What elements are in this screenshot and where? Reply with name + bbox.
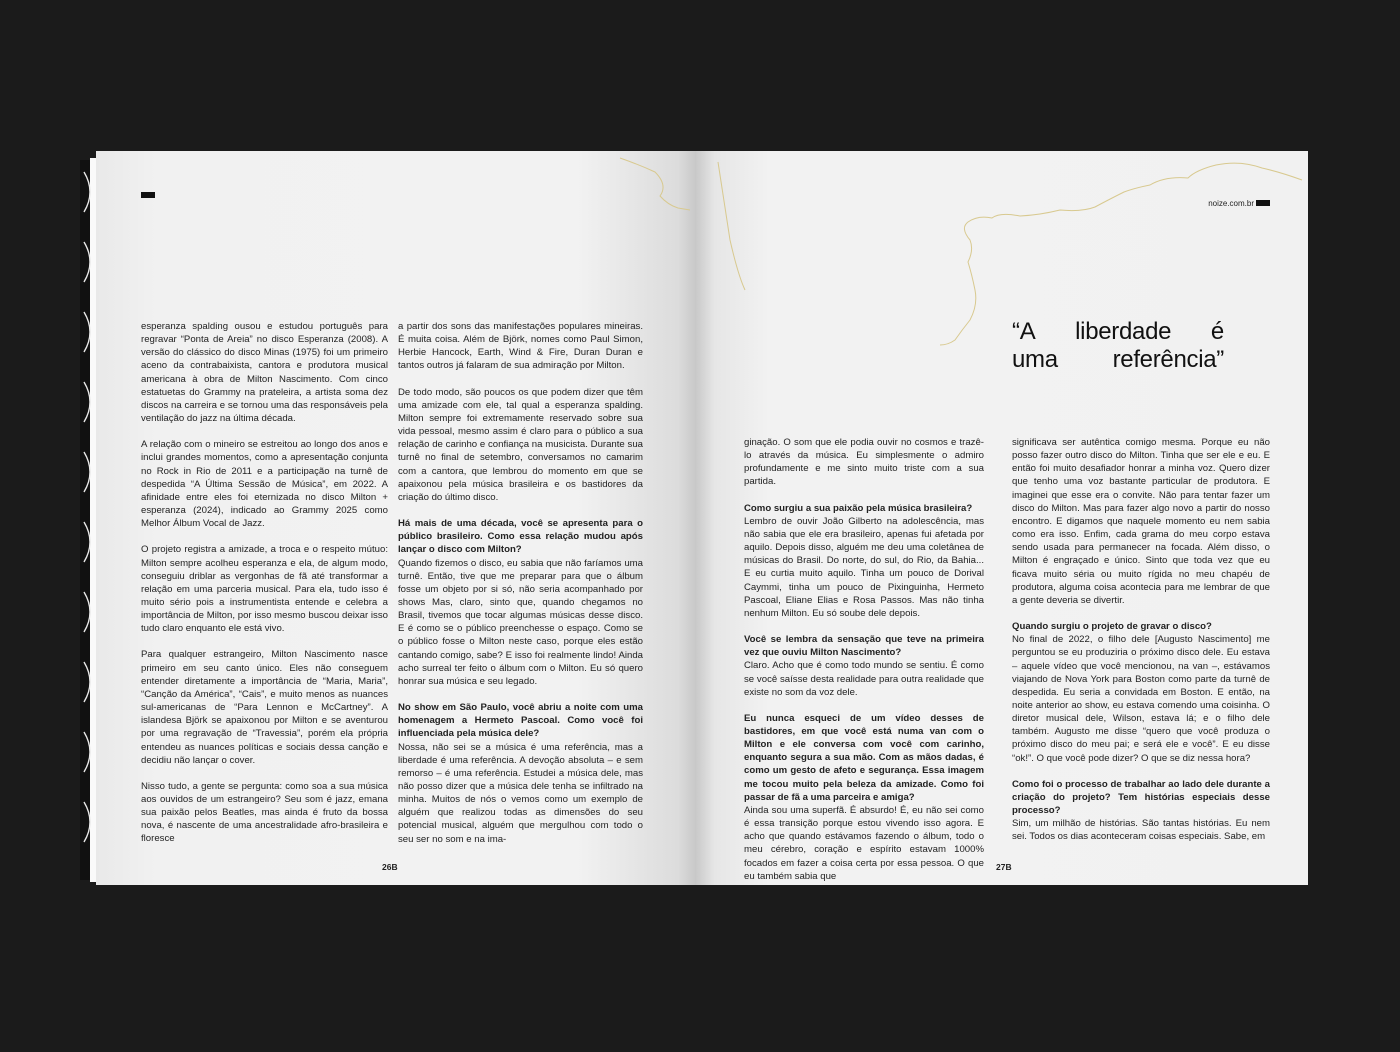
paragraph: O projeto registra a amizade, a troca e o respeito mútuo: Milton sempre acolheu esperanza e ela, de algum modo, conseguiu driblar as vergonhas de fã até transformar a relação em uma parceria musical. Para ela, tudo isso é muito sério pois a instrumentista entende e celebra a importância de Milton, por isso mesmo buscou deixar isso tudo claro enquanto ele está vivo. xyxy=(141,544,388,635)
paragraph: Nisso tudo, a gente se pergunta: como soa a sua música aos ouvidos de um estrangeiro? Seu som é jazz, emana sua paixão pelos Beatles, mas ainda é fruto da bossa nova, é nascente de uma ancestralidade afro-brasileira e floresce xyxy=(141,780,388,845)
site-url: noize.com.br xyxy=(1208,199,1254,208)
pull-quote-word: “A xyxy=(1012,318,1036,345)
section-marker xyxy=(141,192,155,198)
interview-answer: Claro. Acho que é como todo mundo se sentiu. É como se você saísse desta realidade para outra realidade que existe no som da voz dele. xyxy=(744,660,984,698)
interview-question: Há mais de uma década, você se apresenta para o público brasileiro. Como essa relação mudou após lançar o disco com Milton? xyxy=(398,518,643,556)
pull-quote xyxy=(1012,318,1224,374)
interview-answer: significava ser autêntica comigo mesma. Porque eu não posso fazer outro disco do Milton. Tinha que ser ele e eu. E então foi muito desafiador honrar a minha voz. Quero dizer que tenho uma voz bastante particular de produtora. E imaginei que esse era o convite. Não para tentar fazer um disco do Milton. Mas para fazer algo novo a partir do nosso encontro. E digamos que naquele momento eu nem sabia como era isso. Enfim, cada grama do meu corpo estava sendo usada para permanecer na focada. Além disso, o Milton é engraçado e único. Sinto que toda vez que eu ficava muito séria ou muito rígida no meu chapéu de produtora, alguma coisa acontecia para me lembrar de que a gente deveria se divertir. xyxy=(1012,437,1270,606)
interview-question: Como surgiu a sua paixão pela música brasileira? xyxy=(744,502,973,514)
pull-quote-word: referência” xyxy=(1112,346,1224,373)
interview-question: Você se lembra da sensação que teve na primeira vez que ouviu Milton Nascimento? xyxy=(744,634,984,659)
paragraph: a partir dos sons das manifestações populares mineiras. É muita coisa. Além de Björk, nomes como Paul Simon, Herbie Hancock, Earth, Wind & Fire, Duran Duran e tantos outros já falaram de sua admiração por Milton. xyxy=(398,321,643,372)
interview-answer: ginação. O som que ele podia ouvir no cosmos e trazê-lo através da música. Eu simplesmente o admiro profundamente e me sinto muito triste com a sua partida. xyxy=(744,437,984,488)
interview-question: No show em São Paulo, você abriu a noite com uma homenagem a Hermeto Pascoal. Como você foi influenciada pela música dele? xyxy=(398,702,643,740)
left-column-2 xyxy=(398,320,643,859)
interview-answer: Sim, um milhão de histórias. São tantas histórias. Eu nem sei. Todos os dias aconteceram coisas especiais. Sabe, em xyxy=(1012,818,1270,843)
right-column-1 xyxy=(744,436,984,896)
page-number-right: 27B xyxy=(996,862,1012,872)
paragraph: Para qualquer estrangeiro, Milton Nascimento nasce primeiro em seu canto único. Eles não conseguem entender diretamente a importância de “Maria, Maria”, “Canção da América”, “Cais”, e muito menos as nuances sul-americanas de “Para Lennon e McCartney”. A islandesa Björk se apaixonou por Milton e se aventurou por uma regravação de “Travessia”, porém ela própria entendeu as nuances políticas e sociais dessa canção e decidiu não lançar o cover. xyxy=(141,649,388,766)
interview-question: Eu nunca esqueci de um vídeo desses de bastidores, em que você está numa van com o Milton e ele conversa com você com carinho, enquanto segura a sua mão. Com as mãos dadas, é como um gesto de afeto e segurança. Essa imagem me tocou muito pela beleza da amizade. Como foi passar de fã a uma parceira e amiga? xyxy=(744,712,984,803)
left-column-1 xyxy=(141,320,388,859)
interview-answer: Ainda sou uma superfã. É absurdo! É, eu não sei como é essa transição porque estou vivendo isso agora. E acho que quando estávamos fazendo o álbum, todo o meu cérebro, coração e espírito estavam 1000% focados em fazer a coisa certa por essa pessoa. O que eu também sabia que xyxy=(744,804,984,882)
interview-answer: Lembro de ouvir João Gilberto na adolescência, mas não sabia que ele era brasileiro, apenas fui afetada por aquilo. Depois disso, alguém me deu uma coletânea de músicas do Brasil. Do norte, do sul, do Rio, da Bahia... E eu curtia muito aquilo. Tinha um pouco de Dorival Caymmi, tinha um pouco de Pixinguinha, Hermeto Pascoal, Eliane Elias e Rosa Passos. Mas não tinha nenhum Milton. Eu só soube dele depois. xyxy=(744,515,984,619)
pull-quote-word: liberdade xyxy=(1075,318,1172,345)
interview-question: Como foi o processo de trabalhar ao lado dele durante a criação do projeto? Tem histórias especiais desse processo? xyxy=(1012,778,1270,817)
interview-answer: Quando fizemos o disco, eu sabia que não faríamos uma turnê. Então, tive que me preparar para que o álbum fosse um objeto por si só, não seria acompanhado por shows Mas, claro, sinto que, quando chegamos no Brasil, tivemos que tocar algumas músicas desse disco. E é como se o público preenchesse o espaço. Como se o público fosse o Milton neste caso, porque eles estão cantando comigo, sabe? E isso foi realmente lindo! Ainda acho surreal ter feito o álbum com o Milton. Eu só quero honrar sua música e seu legado. xyxy=(398,557,643,687)
pull-quote-word: uma xyxy=(1012,346,1058,373)
pull-quote-word: é xyxy=(1210,318,1224,345)
paragraph: A relação com o mineiro se estreitou ao longo dos anos e inclui grandes momentos, como a apresentação conjunta no Rock in Rio de 2011 e a participação na turnê de despedida “A Última Sessão de Música”, em 2022. A afinidade entre eles foi eternizada no disco Milton + esperanza (2024), indicado ao Grammy 2025 como Melhor Álbum Vocal de Jazz. xyxy=(141,439,388,530)
interview-question: Quando surgiu o projeto de gravar o disco? xyxy=(1012,621,1212,633)
section-marker xyxy=(1256,200,1270,206)
interview-answer: No final de 2022, o filho dele [Augusto Nascimento] me perguntou se eu produziria o próximo disco dele. Eu estava – aquele vídeo que você mencionou, na van –, estávamos viajando de Nova York para Boston como parte da turnê de despedida. Eu seria a convidada em Boston. E então, na noite anterior ao show, eu estava comendo uma coisinha. O diretor musical dele, Wilson, estava lá; e o filho dele também. Augusto me disse “quero que você produza o próximo disco do meu pai; e será ele e você”. E eu disse “ok!”. O que você pode dizer? O que se diz nessa hora? xyxy=(1012,634,1270,764)
page-number-left: 26B xyxy=(382,862,398,872)
paragraph: De todo modo, são poucos os que podem dizer que têm uma amizade com ele, tal qual a esperanza spalding. Milton sempre foi extremamente reservado sobre sua vida pessoal, mesmo assim é claro para o público a sua relação de carinho e confiança na musicista. Durante sua turnê no final de setembro, conversamos no camarim com a cantora, que lembrou do momento em que se apaixonou pela música brasileira e os bastidores da criação do último disco. xyxy=(398,386,643,503)
right-column-2 xyxy=(1012,436,1270,857)
interview-answer: Nossa, não sei se a música é uma referência, mas a liberdade é uma referência. A devoção absoluta – e sem remorso – é uma referência. Estudei a música dele, mas não posso dizer que a música dele tenha se infiltrado na minha. Muitos de nós o vemos como um exemplo de alguém que realizou todas as dimensões do seu potencial musical, alguém que mergulhou com todo o seu ser no som e na ima- xyxy=(398,741,643,845)
paragraph: esperanza spalding ousou e estudou português para regravar “Ponta de Areia” no disco Esperanza (2008). A versão do clássico do disco Minas (1975) foi um primeiro aceno da contrabaixista, cantora e produtora musical americana à obra de Milton Nascimento. Com cinco estatuetas do Grammy na prateleira, a artista soma dez discos na carreira e se tornou uma das responsáveis pela ventilação do jazz na última década. xyxy=(141,321,388,425)
